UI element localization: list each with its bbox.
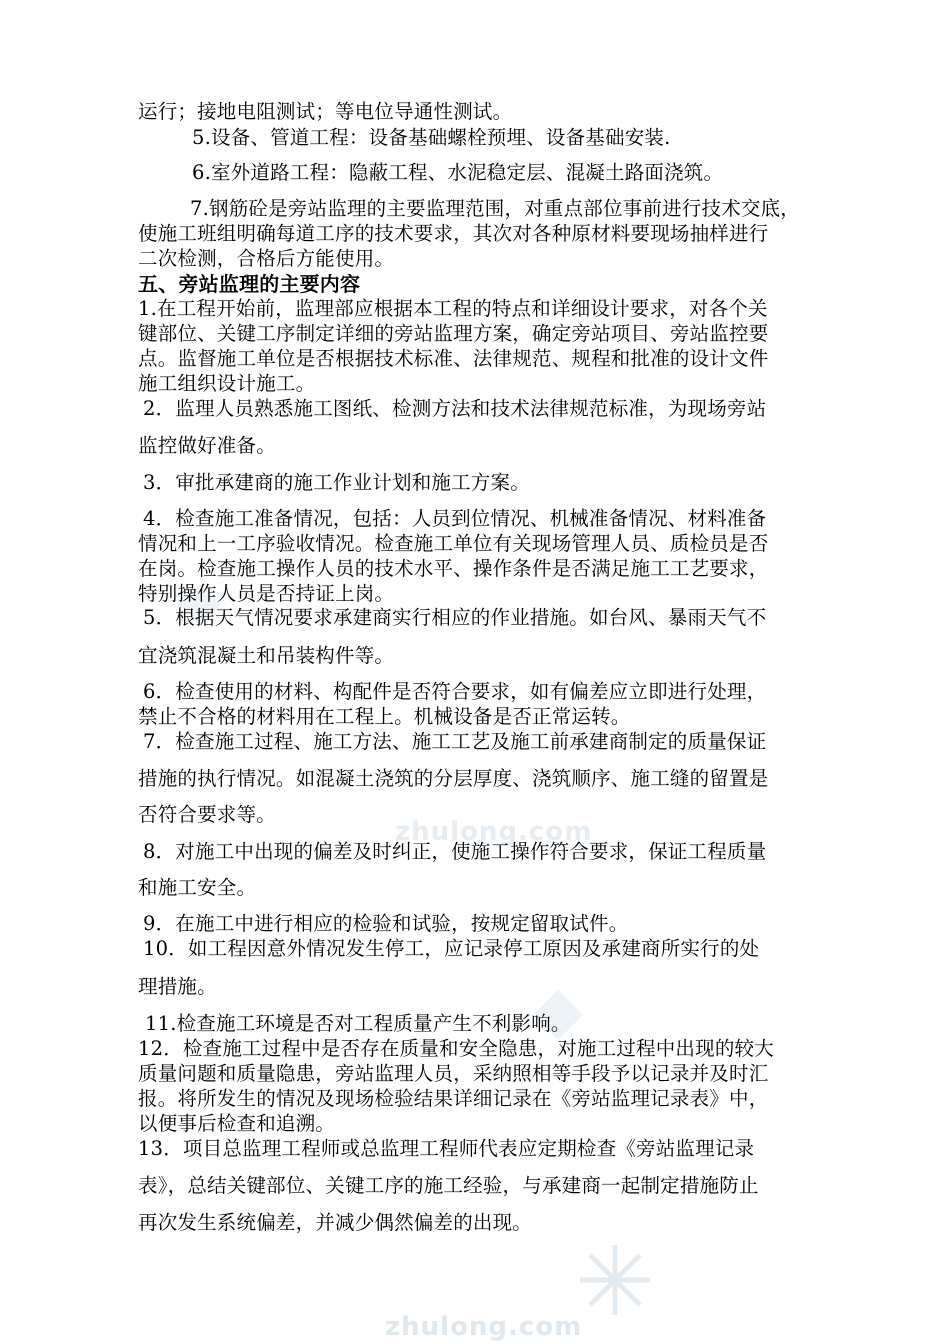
body-line: 特别操作人员是否持证上岗。 [138,582,395,605]
body-line: 10．如工程因意外情况发生停工，应记录停工原因及承建商所实行的处 [143,937,760,960]
body-line: 13．项目总监理工程师或总监理工程师代表应定期检查《旁站监理记录 [138,1137,755,1160]
body-line: 再次发生系统偏差，并减少偶然偏差的出现。 [138,1211,533,1234]
watermark-text: zhulong.com [385,1312,583,1342]
body-line: 监控做好准备。 [138,434,276,457]
body-line: 8．对施工中出现的偏差及时纠正，使施工操作符合要求，保证工程质量 [143,840,767,863]
section-heading: 五、旁站监理的主要内容 [138,272,361,296]
body-line: 7.钢筋砼是旁站监理的主要监理范围，对重点部位事前进行技术交底， [190,197,801,220]
body-line: 施工组织设计施工。 [138,372,316,395]
body-line: 理措施。 [138,975,217,998]
watermark-text: zhulong.com [395,817,593,847]
body-line: 和施工安全。 [138,876,257,899]
body-line: 措施的执行情况。如混凝土浇筑的分层厚度、浇筑顺序、施工缝的留置是 [138,767,769,790]
body-line: 报。将所发生的情况及现场检验结果详细记录在《旁站监理记录表》中， [138,1087,769,1110]
zhulong-snowflake-logo-icon [575,1240,655,1320]
body-line: 6．检查使用的材料、构配件是否符合要求，如有偏差应立即进行处理， [143,680,767,703]
body-line: 否符合要求等。 [138,803,276,826]
body-line: 4．检查施工准备情况，包括：人员到位情况、机械准备情况、材料准备 [143,507,767,530]
body-line: 7．检查施工过程、施工方法、施工工艺及施工前承建商制定的质量保证 [143,730,767,753]
body-line: 宜浇筑混凝土和吊装构件等。 [138,644,395,667]
body-line: 6.室外道路工程：隐蔽工程、水泥稳定层、混凝土路面浇筑。 [192,161,724,184]
body-line: 二次检测，合格后方能使用。 [138,247,395,270]
body-line: 运行；接地电阻测试；等电位导通性测试。 [138,100,513,123]
body-line: 2．监理人员熟悉施工图纸、检测方法和技术法律规范标准，为现场旁站 [143,397,767,420]
body-line: 3．审批承建商的施工作业计划和施工方案。 [143,471,530,494]
body-line: 情况和上一工序验收情况。检查施工单位有关现场管理人员、质检员是否 [138,532,769,555]
body-line: 使施工班组明确每道工序的技术要求，其次对各种原材料要现场抽样进行 [138,222,769,245]
body-line: 5．根据天气情况要求承建商实行相应的作业措施。如台风、暴雨天气不 [143,606,767,629]
body-line: 以便事后检查和追溯。 [138,1112,336,1135]
body-line: 5.设备、管道工程：设备基础螺栓预埋、设备基础安装. [192,126,671,149]
body-line: 11.检查施工环境是否对工程质量产生不利影响。 [145,1012,571,1035]
body-line: 1.在工程开始前，监理部应根据本工程的特点和详细设计要求，对各个关 [138,297,768,320]
body-line: 禁止不合格的材料用在工程上。机械设备是否正常运转。 [138,705,631,728]
body-line: 表》，总结关键部位、关键工序的施工经验，与承建商一起制定措施防止 [138,1174,759,1197]
body-line: 9．在施工中进行相应的检验和试验，按规定留取试件。 [143,912,629,935]
body-line: 点。监督施工单位是否根据技术标准、法律规范、规程和批准的设计文件 [138,347,769,370]
body-line: 键部位、关键工序制定详细的旁站监理方案，确定旁站项目、旁站监控要 [138,322,769,345]
body-line: 12．检查施工过程中是否存在质量和安全隐患，对施工过程中出现的较大 [138,1037,774,1060]
body-line: 质量问题和质量隐患，旁站监理人员，采纳照相等手段予以记录并及时汇 [138,1062,769,1085]
body-line: 在岗。检查施工操作人员的技术水平、操作条件是否满足施工工艺要求， [138,557,769,580]
